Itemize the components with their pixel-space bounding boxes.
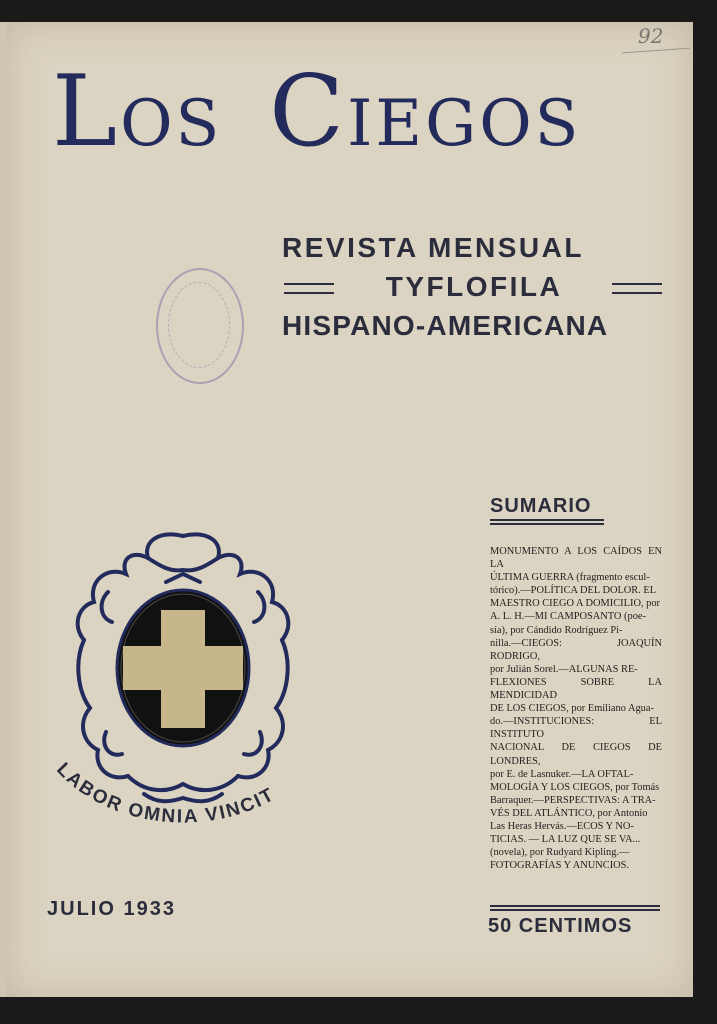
title-initial-2: C xyxy=(269,55,348,169)
summary-line: TICIAS. — LA LUZ QUE SE VA... xyxy=(490,834,641,846)
library-stamp-icon xyxy=(156,268,244,384)
summary-line: sía), por Cándido Rodríguez Pi- xyxy=(490,624,623,636)
summary-line: Las Heras Hervás.—ECOS Y NO- xyxy=(490,820,634,832)
coat-of-arms-icon xyxy=(48,522,318,842)
stamp-inner-ring xyxy=(168,282,230,368)
summary-line: VÉS DEL ATLÁNTICO, por Antonio xyxy=(490,807,648,819)
subtitle-line-2: TYFLOFILA xyxy=(385,271,563,302)
magazine-title xyxy=(52,55,672,169)
price-rule-top xyxy=(490,905,660,907)
summary-line: MONUMENTO A LOS CAÍDOS EN LA xyxy=(490,546,662,571)
summary-line: DE LOS CIEGOS, por Emiliano Agua- xyxy=(490,703,654,715)
summary-line: Barraquer.—PERSPECTIVAS: A TRA- xyxy=(490,794,656,806)
issue-date: JULIO 1933 xyxy=(47,898,176,920)
summary-line: (novela), por Rudyard Kipling.— xyxy=(490,847,630,859)
title-initial-1: L xyxy=(52,55,121,169)
summary-line: do.—INSTITUCIONES: EL INSTITUTO xyxy=(490,716,662,741)
issue-price: 50 CENTIMOS xyxy=(488,915,633,937)
summary-heading: SUMARIO xyxy=(490,495,592,517)
summary-line: NACIONAL DE CIEGOS DE LONDRES, xyxy=(490,742,662,767)
summary-line: nilla.—CIEGOS: JOAQUÍN RODRIGO, xyxy=(490,637,662,662)
subtitle-line-1: REVISTA MENSUAL xyxy=(282,232,584,263)
summary-line: por E. de Lasnuker.—LA OFTAL- xyxy=(490,768,634,780)
summary-line: por Julián Sorel.—ALGUNAS RE- xyxy=(490,663,638,675)
title-rest-2: IEGOS xyxy=(347,87,582,161)
subtitle-line-3: HISPANO-AMERICANA xyxy=(282,310,609,341)
price-rule-bottom xyxy=(490,909,660,911)
summary-line: ÚLTIMA GUERRA (fragmento escul- xyxy=(490,572,650,584)
summary-line: MAESTRO CIEGO A DOMICILIO, por xyxy=(490,598,660,610)
page-number: 92 xyxy=(638,24,664,48)
summary-line: FOTOGRAFÍAS Y ANUNCIOS. xyxy=(490,860,630,872)
motto-textpath: LABOR OMNIA VINCIT xyxy=(52,758,279,828)
summary-line: tórico).—POLÍTICA DEL DOLOR. EL xyxy=(490,585,657,597)
summary-rule-bottom xyxy=(490,523,604,525)
double-rule-right xyxy=(612,283,662,294)
title-rest-1: OS xyxy=(120,87,223,161)
summary-text xyxy=(490,545,662,872)
summary-rule-top xyxy=(490,519,604,521)
summary-line: FLEXIONES SOBRE LA MENDICIDAD xyxy=(490,676,662,702)
summary-line: MOLOGÍA Y LOS CIEGOS, por Tomás xyxy=(490,781,660,793)
summary-line: A. L. H.—MI CAMPOSANTO (poe- xyxy=(490,611,646,623)
motto-text xyxy=(52,759,278,828)
